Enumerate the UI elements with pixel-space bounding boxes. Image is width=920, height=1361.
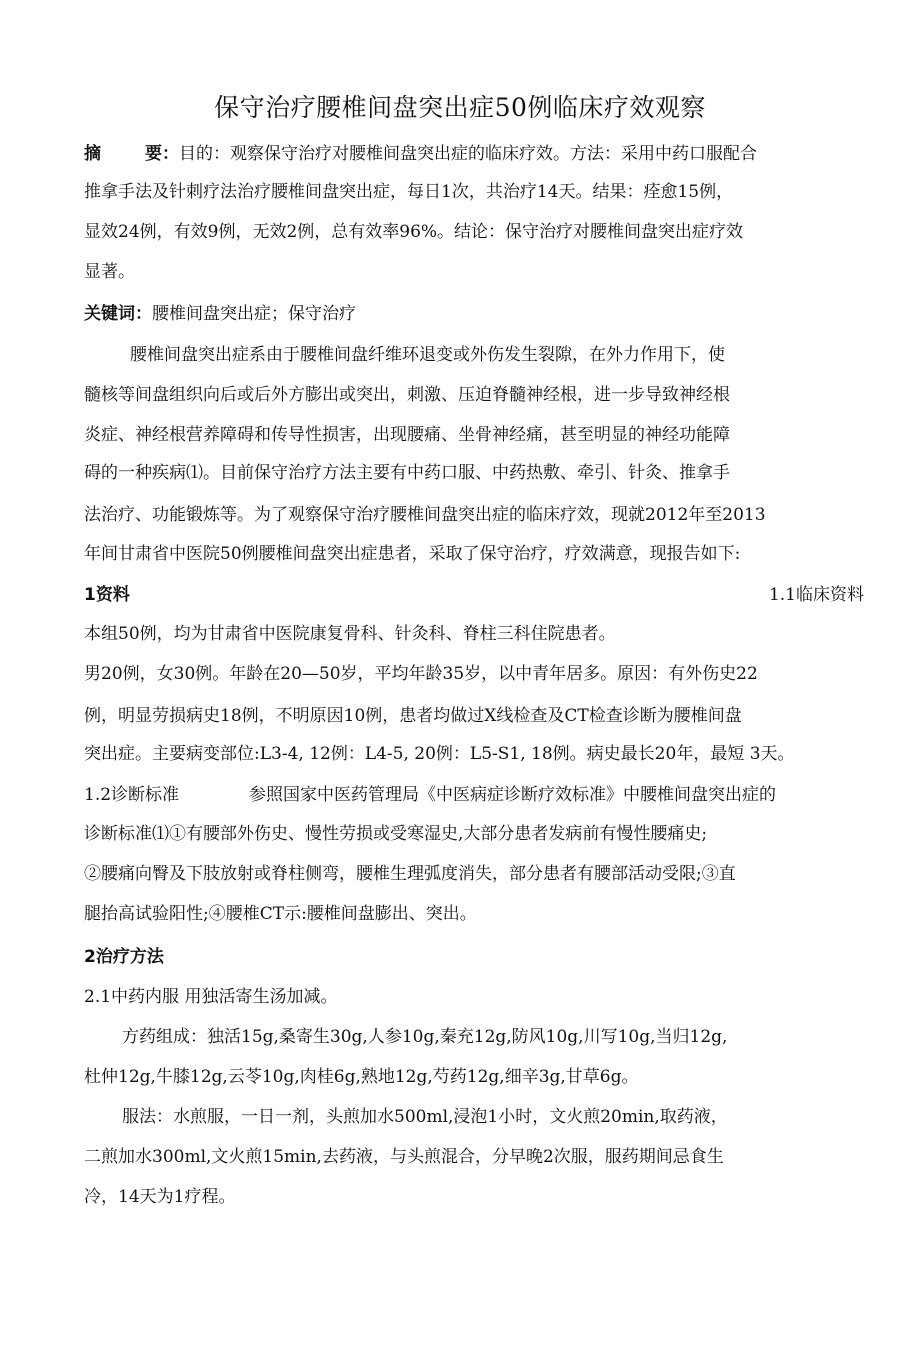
intro-line-6: 年间甘肃省中医院50例腰椎间盘突出症患者，采取了保守治疗，疗效满意，现报告如下: (84, 544, 741, 564)
abstract-line-2: 推拿手法及针刺疗法治疗腰椎间盘突出症，每日1次，共治疗14天。结果：痊愈15例， (84, 182, 734, 202)
recipe-line-2: 杜仲12g,牛膝12g,云苓10g,肉桂6g,熟地12g,芍药12g,细辛3g,甘草6g。 (84, 1067, 639, 1087)
abstract-line-4: 显著。 (84, 262, 135, 282)
diag-line-2: 诊断标准⑴①有腰部外伤史、慢性劳损或受寒湿史,大部分患者发病前有慢性腰痛史; (84, 824, 708, 844)
diag-text-1: 参照国家中医药管理局《中医病症诊断疗效标准》中腰椎间盘突出症的 (249, 785, 777, 805)
abstract-label-a: 摘 (84, 144, 101, 164)
diag-line-1 (84, 783, 776, 807)
keywords-text: 腰椎间盘突出症；保守治疗 (152, 304, 356, 324)
usage-line-2: 二煎加水300ml,文火煎15min,去药液，与头煎混合，分早晚2次服，服药期间忌食生 (84, 1147, 724, 1167)
diag-line-3: ②腰痛向臀及下肢放射或脊柱侧弯，腰椎生理弧度消失，部分患者有腰部活动受限;③直 (84, 864, 736, 884)
section1-subheading: 1.1临床资料 (768, 585, 864, 605)
section1-line-2: 男20例，女30例。年龄在20—50岁，平均年龄35岁，以中青年居多。原因：有外伤史22 (84, 664, 758, 684)
abstract-label-b: 要： (145, 144, 179, 164)
section2-heading: 2治疗方法 (84, 947, 164, 967)
usage-line-3: 冷，14天为1疗程。 (84, 1187, 236, 1207)
section1-line-4: 突出症。主要病变部位:L3-4, 12例：L4-5, 20例：L5-S1, 18例。病史最长20年，最短 3天。 (84, 744, 795, 764)
diag-heading: 1.2诊断标准 (84, 785, 180, 805)
recipe-line-1: 方药组成：独活15g,桑寄生30g,人参10g,秦充12g,防风10g,川写10g,当归12g, (122, 1027, 728, 1047)
intro-line-1: 腰椎间盘突出症系由于腰椎间盘纤维环退变或外伤发生裂隙，在外力作用下，使 (130, 345, 725, 365)
intro-line-4: 碍的一种疾病⑴。目前保守治疗方法主要有中药口服、中药热敷、牵引、针灸、推拿手 (84, 463, 730, 483)
section1-heading: 1资料 (84, 585, 130, 605)
abstract-text-1: 目的：观察保守治疗对腰椎间盘突出症的临床疗效。方法：采用中药口服配合 (179, 144, 757, 164)
intro-line-2: 髓核等间盘组织向后或后外方膨出或突出，刺激、压迫脊髓神经根，进一步导致神经根 (84, 385, 730, 405)
intro-line-5: 法治疗、功能锻炼等。为了观察保守治疗腰椎间盘突出症的临床疗效，现就2012年至2013 (84, 505, 766, 525)
abstract-line-3: 显效24例，有效9例，无效2例，总有效率96%。结论：保守治疗对腰椎间盘突出症疗效 (84, 222, 744, 242)
diag-line-4: 腿抬高试验阳性;④腰椎CT示:腰椎间盘膨出、突出。 (84, 904, 477, 924)
keywords-line (84, 302, 356, 326)
keywords-label: 关键词： (84, 304, 152, 324)
paper-title: 保守治疗腰椎间盘突出症50例临床疗效观察 (214, 93, 706, 122)
intro-line-3: 炎症、神经根营养障碍和传导性损害，出现腰痛、坐骨神经痛，甚至明显的神经功能障 (84, 425, 730, 445)
section2-subheading: 2.1中药内服 用独活寄生汤加减。 (84, 987, 338, 1007)
section1-line-3: 例，明显劳损病史18例，不明原因10例，患者均做过X线检查及CT检查诊断为腰椎间盘 (84, 706, 742, 726)
usage-line-1: 服法：水煎服，一日一剂，头煎加水500ml,浸泡1小时，文火煎20min,取药液， (122, 1107, 728, 1127)
abstract-line-1 (84, 142, 757, 166)
section1-line-1: 本组50例，均为甘肃省中医院康复骨科、针灸科、脊柱三科住院患者。 (84, 624, 616, 644)
